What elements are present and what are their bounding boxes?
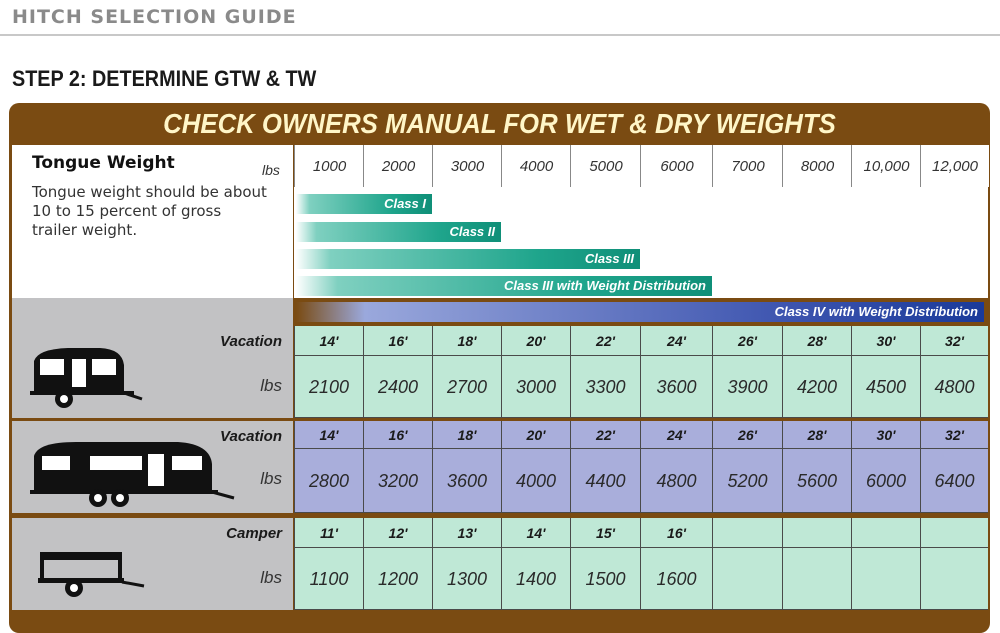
trailer-weight-cell: 4500 xyxy=(851,356,920,418)
capacity-header-cell: 12,000 xyxy=(920,145,989,187)
trailer-weight-cell: 6000 xyxy=(851,449,920,513)
trailer-length-cell: 16' xyxy=(640,518,712,548)
trailer-type-label: Camper xyxy=(226,525,282,542)
trailer-weight-cell xyxy=(712,548,782,610)
trailer-type-label: Vacation xyxy=(220,428,282,445)
trailer-weight-cell: 3300 xyxy=(570,356,640,418)
trailer-weight-cell: 3900 xyxy=(712,356,782,418)
trailer-length-cell: 20' xyxy=(501,326,570,356)
trailer-length-cell: 12' xyxy=(363,518,432,548)
trailer-weight-cell: 3000 xyxy=(501,356,570,418)
trailer-type-label: Vacation xyxy=(220,333,282,350)
guide-title: HITCH SELECTION GUIDE xyxy=(12,6,297,28)
trailer-weight-cell: 2400 xyxy=(363,356,432,418)
small-travel-trailer-icon xyxy=(28,345,143,411)
trailer-weight-cell: 4800 xyxy=(640,449,712,513)
trailer-length-cell xyxy=(920,518,988,548)
trailer-weight-cell: 4000 xyxy=(501,449,570,513)
capacity-header-cell: 8000 xyxy=(782,145,852,187)
row-separator xyxy=(12,610,988,613)
gray-spacer-left xyxy=(12,298,293,326)
trailer-weight-unit-label: lbs xyxy=(260,376,282,395)
trailer-length-cell xyxy=(851,518,920,548)
trailer-weight-cell: 2100 xyxy=(294,356,363,418)
row-separator xyxy=(12,513,988,516)
capacity-unit-label: lbs xyxy=(262,162,280,178)
trailer-weight-cell xyxy=(851,548,920,610)
hitch-class-bar: Class III xyxy=(296,249,640,269)
trailer-length-cell: 20' xyxy=(501,421,570,449)
trailer-weight-cell: 4800 xyxy=(920,356,988,418)
trailer-length-cell: 30' xyxy=(851,326,920,356)
trailer-weight-cell: 1300 xyxy=(432,548,501,610)
trailer-length-cell: 28' xyxy=(782,326,851,356)
trailer-weight-cell: 3200 xyxy=(363,449,432,513)
trailer-length-cell: 22' xyxy=(570,326,640,356)
capacity-header-cell: 7000 xyxy=(712,145,783,187)
trailer-length-cell: 18' xyxy=(432,326,501,356)
trailer-weight-cell xyxy=(782,548,851,610)
trailer-weight-cell: 5200 xyxy=(712,449,782,513)
capacity-header-cell: 1000 xyxy=(294,145,364,187)
trailer-length-cell: 14' xyxy=(501,518,570,548)
hitch-class-bar: Class I xyxy=(296,194,432,214)
trailer-weight-cell: 2700 xyxy=(432,356,501,418)
trailer-length-cell: 30' xyxy=(851,421,920,449)
trailer-length-cell: 14' xyxy=(294,421,363,449)
trailer-weight-cell: 5600 xyxy=(782,449,851,513)
step-title: STEP 2: DETERMINE GTW & TW xyxy=(12,66,317,91)
trailer-length-cell: 26' xyxy=(712,421,782,449)
trailer-weight-unit-label: lbs xyxy=(260,469,282,488)
trailer-weight-cell: 1200 xyxy=(363,548,432,610)
capacity-header-cell: 6000 xyxy=(640,145,713,187)
trailer-length-cell: 18' xyxy=(432,421,501,449)
trailer-length-cell: 16' xyxy=(363,326,432,356)
trailer-length-cell xyxy=(712,518,782,548)
trailer-weight-cell: 2800 xyxy=(294,449,363,513)
trailer-length-cell xyxy=(782,518,851,548)
trailer-length-cell: 24' xyxy=(640,326,712,356)
capacity-header-cell: 4000 xyxy=(501,145,571,187)
trailer-length-cell: 28' xyxy=(782,421,851,449)
trailer-weight-cell: 4200 xyxy=(782,356,851,418)
trailer-length-cell: 26' xyxy=(712,326,782,356)
title-divider xyxy=(0,34,1000,36)
trailer-weight-cell xyxy=(920,548,988,610)
pop-up-camper-icon xyxy=(36,546,146,602)
trailer-length-cell: 22' xyxy=(570,421,640,449)
trailer-length-cell: 11' xyxy=(294,518,363,548)
trailer-weight-unit-label: lbs xyxy=(260,568,282,587)
hitch-class-bar: Class II xyxy=(296,222,501,242)
trailer-length-cell: 16' xyxy=(363,421,432,449)
trailer-weight-cell: 1100 xyxy=(294,548,363,610)
capacity-header-cell: 5000 xyxy=(570,145,641,187)
trailer-length-cell: 32' xyxy=(920,326,988,356)
hitch-class-bar: Class III with Weight Distribution xyxy=(296,276,712,296)
banner-heading: CHECK OWNERS MANUAL FOR WET & DRY WEIGHTS xyxy=(163,108,836,139)
tongue-weight-title: Tongue Weight xyxy=(32,153,175,173)
trailer-length-cell: 24' xyxy=(640,421,712,449)
trailer-weight-cell: 1400 xyxy=(501,548,570,610)
trailer-weight-cell: 4400 xyxy=(570,449,640,513)
trailer-weight-cell: 3600 xyxy=(640,356,712,418)
capacity-header-cell: 2000 xyxy=(363,145,433,187)
trailer-length-cell: 14' xyxy=(294,326,363,356)
trailer-weight-cell: 1600 xyxy=(640,548,712,610)
capacity-header-cell: 10,000 xyxy=(851,145,921,187)
trailer-weight-cell: 1500 xyxy=(570,548,640,610)
trailer-weight-cell: 6400 xyxy=(920,449,988,513)
tongue-weight-description: Tongue weight should be about 10 to 15 percent of gross trailer weight. xyxy=(32,183,267,239)
trailer-weight-cell: 3600 xyxy=(432,449,501,513)
trailer-length-cell: 13' xyxy=(432,518,501,548)
hitch-class-bar: Class IV with Weight Distribution xyxy=(296,302,984,322)
large-travel-trailer-icon xyxy=(28,438,238,508)
trailer-length-cell: 32' xyxy=(920,421,988,449)
trailer-length-cell: 15' xyxy=(570,518,640,548)
capacity-header-cell: 3000 xyxy=(432,145,502,187)
